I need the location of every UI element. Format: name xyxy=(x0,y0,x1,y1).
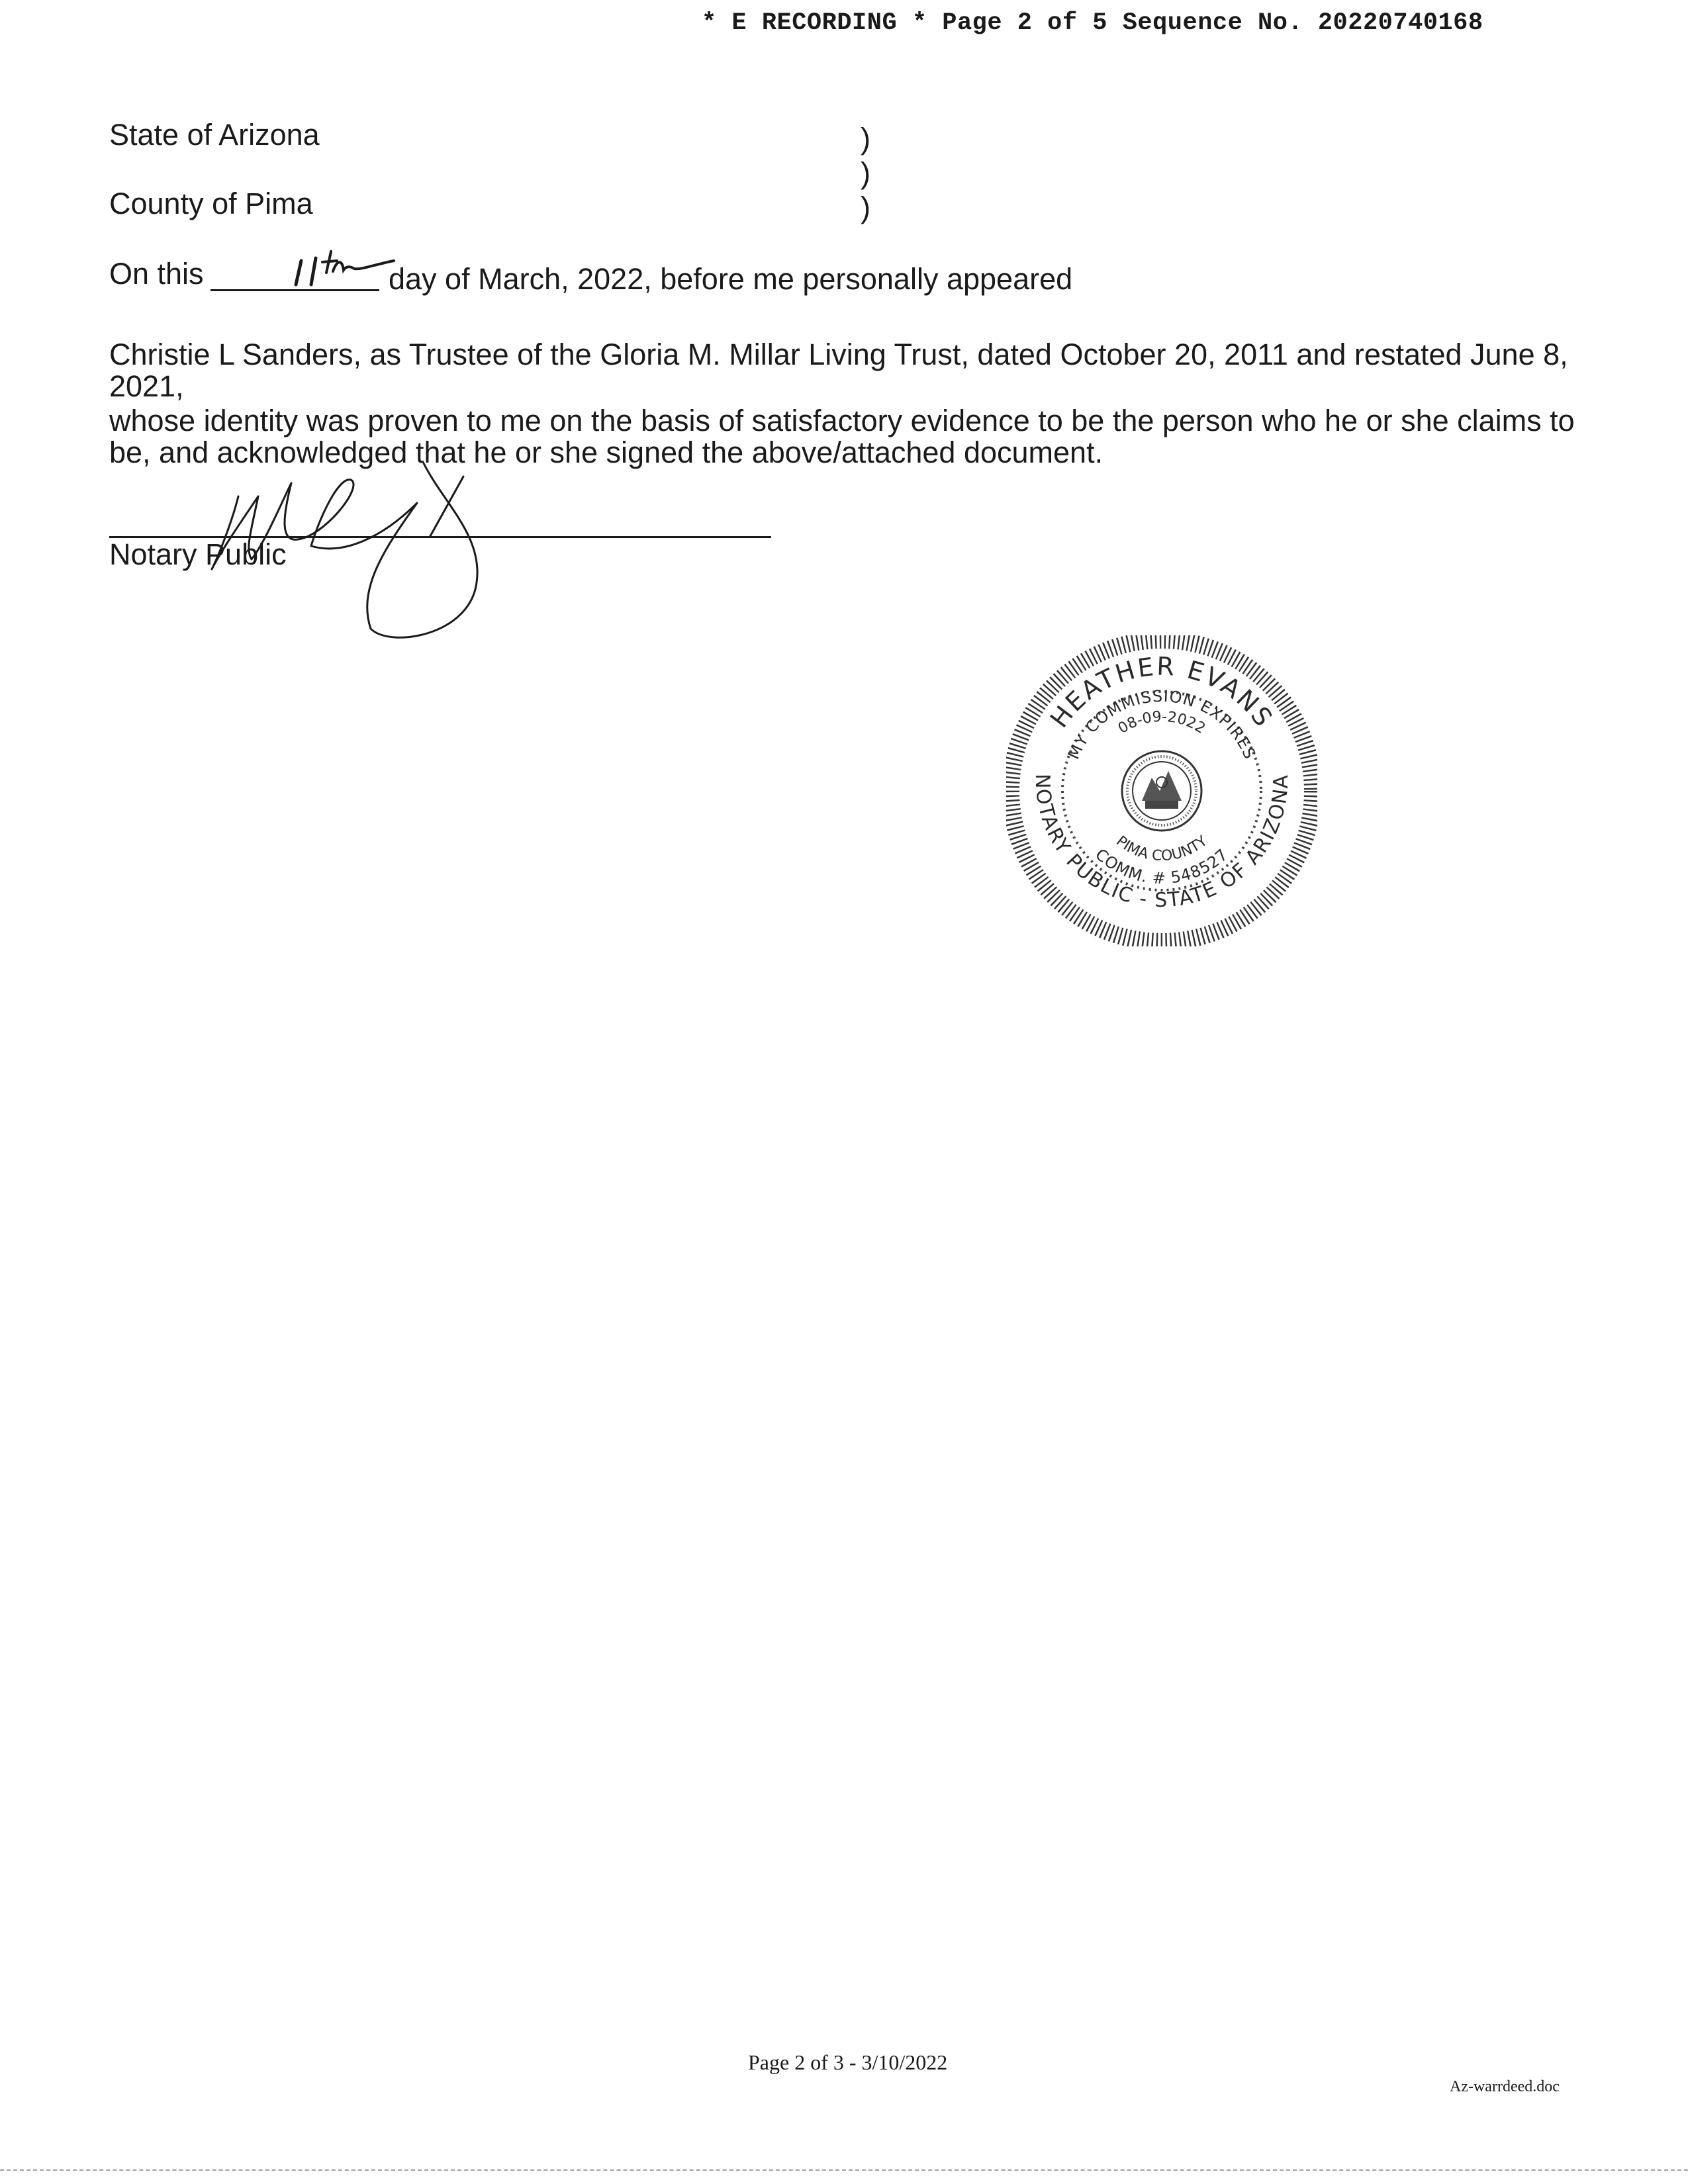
venue-paren: ) xyxy=(861,191,870,224)
venue-county: County of Pima xyxy=(109,187,313,220)
on-this-label: On this xyxy=(109,257,204,291)
identity-paragraph: whose identity was proven to me on the basis of satisfactory evidence to be the person who he or she claims to be, and acknowledged that he or she signed the above/attached document. xyxy=(109,404,1575,469)
seal-commission-expires: MY COMMISSION EXPIRES xyxy=(1064,686,1260,762)
venue-state: State of Arizona xyxy=(109,118,320,152)
seal-name: HEATHER EVANS xyxy=(1044,651,1280,733)
footer-page-info: Page 2 of 3 - 3/10/2022 xyxy=(748,2050,948,2074)
seal-expiry-date: 08-09-2022 xyxy=(1115,708,1209,737)
notary-signature xyxy=(192,424,510,652)
recording-header: * E RECORDING * Page 2 of 5 Sequence No. 20220740168 xyxy=(702,9,1483,37)
svg-text:PIMA COUNTY xyxy=(1113,833,1211,864)
notary-public-label: Notary Public xyxy=(109,537,287,571)
svg-text:08-09-2022 xyxy=(1115,709,1208,737)
seal-title: NOTARY PUBLIC - STATE OF ARIZONA xyxy=(1030,773,1293,913)
venue-paren: ) xyxy=(861,122,870,156)
venue-paren: ) xyxy=(861,156,870,190)
date-clause: day of March, 2022, before me personally appeared xyxy=(389,262,1073,296)
scan-edge-line xyxy=(0,2169,1688,2171)
state-seal-icon xyxy=(1122,751,1201,831)
seal-commission-number: COMM. # 548527 xyxy=(1092,844,1232,888)
notary-seal xyxy=(1006,635,1317,950)
footer-filename: Az-warrdeed.doc xyxy=(1450,2078,1560,2095)
seal-county: PIMA COUNTY xyxy=(1113,833,1211,865)
appearing-party-paragraph: Christie L Sanders, as Trustee of the Gloria M. Millar Living Trust, dated October 20, 2011 and restated June 8, 2021, xyxy=(109,338,1568,403)
